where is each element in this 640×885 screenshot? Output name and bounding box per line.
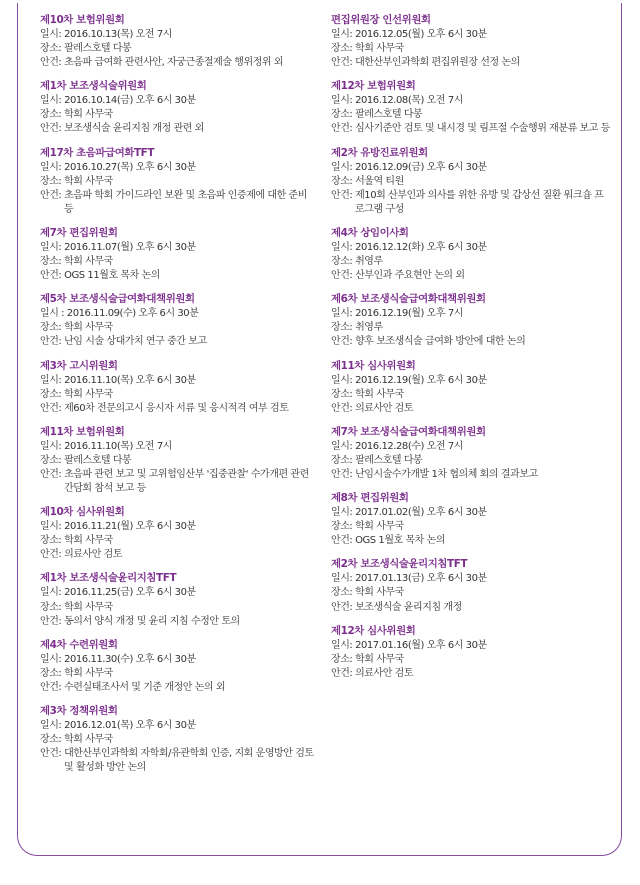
meeting-location: 장소: 학회 사무국 (40, 601, 113, 613)
meeting-location: 장소: 학회 사무국 (40, 734, 113, 746)
meeting-agenda: 안건: 의료사안 검토 (331, 667, 414, 679)
meeting-entry (40, 425, 318, 496)
meeting-title: 제11차 보험위원회 (40, 425, 125, 438)
meeting-location: 장소: 학회 사무국 (40, 109, 113, 121)
meeting-location: 장소: 학회 사무국 (331, 653, 404, 665)
meeting-location: 장소: 학회 사무국 (331, 521, 404, 533)
meeting-location: 장소: 팔레스호텔 다봉 (40, 43, 132, 55)
meeting-agenda: 안건: 제10회 산부인과 의사를 위한 유방 및 갑상선 질환 워크숍 프로그램 구성 (331, 189, 604, 215)
meeting-entry (331, 146, 611, 217)
meeting-location: 장소: 학회 사무국 (331, 587, 404, 599)
meeting-date: 일시: 2016.11.07(월) 오후 6시 30분 (40, 241, 196, 253)
meeting-entry (40, 571, 318, 628)
meeting-location: 장소: 팔레스호텔 다봉 (331, 454, 423, 466)
left-column (40, 13, 318, 784)
meeting-date: 일시: 2016.10.27(목) 오후 6시 30분 (40, 161, 196, 173)
meeting-date: 일시: 2016.12.28(수) 오전 7시 (331, 440, 463, 452)
meeting-agenda: 안건: 향후 보조생식술 급여화 방안에 대한 논의 (331, 336, 526, 348)
meeting-date: 일시 : 2016.11.09(수) 오후 6시 30분 (40, 308, 199, 320)
meeting-location: 장소: 학회 사무국 (40, 535, 113, 547)
meeting-date: 일시: 2016.12.09(금) 오후 6시 30분 (331, 161, 487, 173)
meeting-location: 장소: 학회 사무국 (331, 43, 404, 55)
meeting-location: 장소: 학회 사무국 (331, 388, 404, 400)
meeting-agenda: 안건: 초음파 급여화 관련사안, 자궁근종절제술 행위정위 외 (40, 57, 284, 69)
meeting-entry (331, 425, 611, 482)
meeting-date: 일시: 2016.11.10(목) 오후 6시 30분 (40, 374, 196, 386)
meeting-agenda: 안건: 제60차 전문의고시 응시자 서류 및 응시적격 여부 검토 (40, 402, 289, 414)
meeting-date: 일시: 2016.12.08(목) 오전 7시 (331, 95, 463, 107)
meeting-title: 제2차 보조생식술윤리지침TFT (331, 558, 468, 571)
right-column (331, 13, 611, 690)
meeting-entry (40, 292, 318, 349)
meeting-location: 장소: 서울역 티원 (331, 175, 404, 187)
meeting-date: 일시: 2016.12.12(화) 오후 6시 30분 (331, 241, 487, 253)
meeting-entry (40, 704, 318, 775)
meeting-title: 제12차 보험위원회 (331, 80, 416, 93)
meeting-title: 제1차 보조생식술위원회 (40, 80, 147, 93)
meeting-location: 장소: 학회 사무국 (40, 322, 113, 334)
meeting-date: 일시: 2016.12.05(월) 오후 6시 30분 (331, 29, 487, 40)
meeting-agenda: 안건: 산부인과 주요현안 논의 외 (331, 270, 465, 282)
meeting-date: 일시: 2016.10.14(금) 오후 6시 30분 (40, 95, 196, 107)
meeting-title: 제11차 심사위원회 (331, 359, 416, 372)
meeting-entry (40, 226, 318, 283)
meeting-title: 제7차 편집위원회 (40, 226, 118, 239)
meeting-entry (331, 79, 611, 136)
meeting-title: 제1차 보조생식술윤리지침TFT (40, 572, 177, 585)
meeting-entry (40, 638, 318, 695)
meeting-agenda: 안건: 난임 시술 상대가치 연구 중간 보고 (40, 336, 207, 348)
meeting-agenda: 안건: 초음파 학회 가이드라인 보완 및 초음파 인증제에 대한 준비 등 (40, 189, 307, 215)
meeting-date: 일시: 2016.11.21(월) 오후 6시 30분 (40, 521, 196, 533)
meeting-location: 장소: 취영루 (331, 322, 383, 334)
meeting-title: 제3차 고시위원회 (40, 359, 118, 372)
meeting-agenda: 안건: OGS 1월호 목차 논의 (331, 535, 446, 547)
meeting-title: 제3차 정책위원회 (40, 705, 118, 717)
meeting-location: 장소: 학회 사무국 (40, 388, 113, 400)
meeting-title: 제8차 편집위원회 (331, 492, 409, 505)
meeting-location: 장소: 취영루 (331, 256, 383, 268)
meeting-entry (331, 491, 611, 548)
meeting-location: 장소: 팔레스호텔 다봉 (331, 109, 423, 121)
meeting-entry (331, 226, 611, 283)
meeting-entry (331, 292, 611, 349)
meeting-title: 제10차 심사위원회 (40, 506, 125, 519)
meeting-agenda: 안건: 보조생식술 윤리지침 개정 관련 외 (40, 123, 204, 135)
meeting-location: 장소: 학회 사무국 (40, 256, 113, 268)
meeting-entry (40, 505, 318, 562)
meeting-title: 제4차 상임이사회 (331, 226, 409, 239)
meeting-agenda: 안건: 수련실태조사서 및 기준 개정안 논의 외 (40, 681, 226, 693)
meeting-date: 일시: 2017.01.13(금) 오후 6시 30분 (331, 573, 487, 585)
meeting-agenda: 안건: 보조생식술 윤리지침 개정 (331, 601, 462, 613)
meeting-title: 제4차 수련위원회 (40, 638, 118, 651)
meeting-agenda: 안건: 동의서 양식 개정 및 윤리 지침 수정안 토의 (40, 615, 240, 627)
meeting-title: 제2차 유방진료위원회 (331, 146, 428, 159)
meeting-date: 일시: 2016.12.19(월) 오후 7시 (331, 308, 463, 320)
meeting-location: 장소: 학회 사무국 (40, 667, 113, 679)
meeting-entry (40, 13, 318, 70)
meeting-date: 일시: 2017.01.02(월) 오후 6시 30분 (331, 507, 487, 519)
meeting-location: 장소: 팔레스호텔 다봉 (40, 454, 132, 466)
meeting-agenda: 안건: 초음파 관련 보고 및 고위험임산부 '집중관찰' 수가개편 관련 간담회 참석 보고 등 (40, 468, 309, 495)
meeting-date: 일시: 2016.11.10(목) 오전 7시 (40, 440, 172, 452)
meeting-entry (331, 624, 611, 681)
meeting-date: 일시: 2016.10.13(목) 오전 7시 (40, 29, 172, 40)
meeting-entry (40, 146, 318, 217)
meeting-agenda: 안건: 심사기준안 검토 및 내시경 및 림프절 수술행위 재분류 보고 등 (331, 123, 610, 135)
meeting-title: 제5차 보조생식술급여화대책위원회 (40, 293, 195, 306)
meeting-title: 제12차 심사위원회 (331, 624, 416, 637)
meeting-agenda: 안건: OGS 11월호 목차 논의 (40, 270, 160, 282)
meeting-date: 일시: 2016.11.30(수) 오후 6시 30분 (40, 653, 196, 665)
meeting-agenda: 안건: 의료사안 검토 (331, 402, 414, 414)
meeting-entry (331, 557, 611, 614)
meeting-agenda: 안건: 난임시술수가개발 1차 협의체 회의 결과보고 (331, 468, 538, 480)
meeting-title: 제10차 보험위원회 (40, 14, 125, 26)
meeting-entry (331, 13, 611, 70)
meeting-entry (40, 79, 318, 136)
meeting-date: 일시: 2016.12.01(목) 오후 6시 30분 (40, 720, 196, 731)
meeting-title: 편집위원장 인선위원회 (331, 14, 431, 26)
meeting-date: 일시: 2017.01.16(월) 오후 6시 30분 (331, 639, 487, 651)
meeting-agenda: 안건: 의료사안 검토 (40, 549, 123, 561)
meeting-date: 일시: 2016.11.25(금) 오후 6시 30분 (40, 587, 196, 599)
meeting-title: 제7차 보조생식술급여화대책위원회 (331, 425, 486, 438)
meeting-entry (331, 359, 611, 416)
meeting-agenda: 안건: 대한산부인과학회 편집위원장 선정 논의 (331, 57, 520, 69)
meeting-location: 장소: 학회 사무국 (40, 175, 113, 187)
meeting-entry (40, 359, 318, 416)
meeting-title: 제6차 보조생식술급여화대책위원회 (331, 293, 486, 306)
meeting-title: 제17차 초음파급여화TFT (40, 146, 155, 159)
meeting-date: 일시: 2016.12.19(월) 오후 6시 30분 (331, 374, 487, 386)
meeting-agenda: 안건: 대한산부인과학회 자학회/유관학회 인증, 지회 운영방안 검토 및 활성화 방안 논의 (40, 748, 314, 774)
